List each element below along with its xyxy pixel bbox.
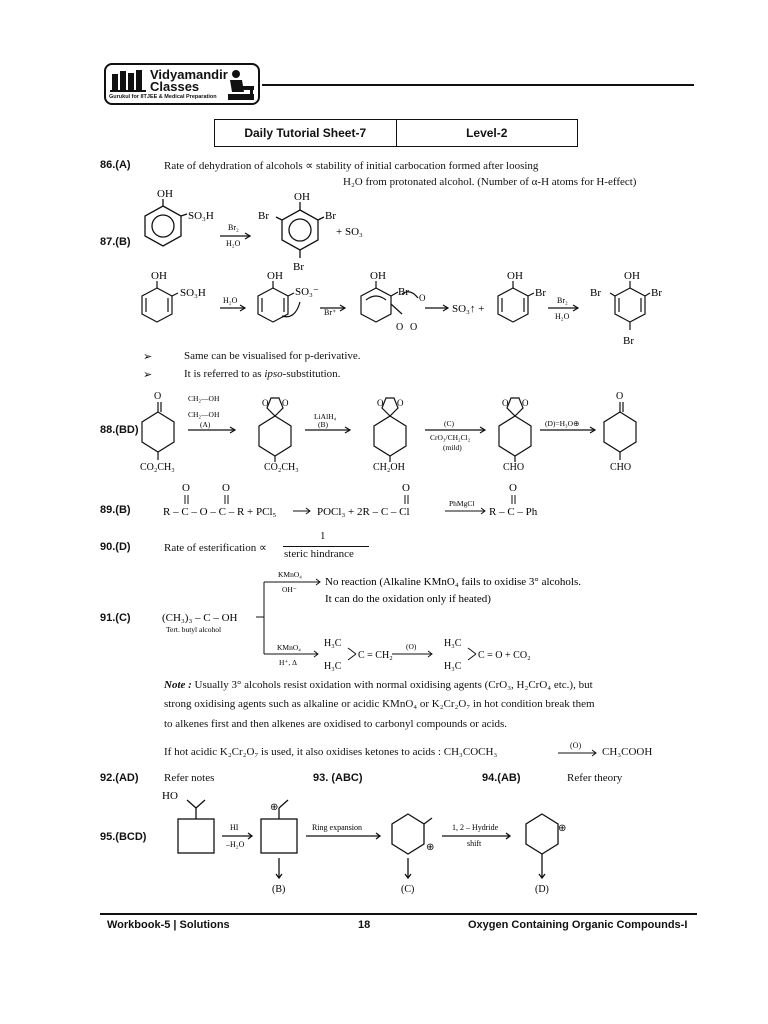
- q89-o-1: O: [182, 482, 190, 494]
- q88-scheme: [140, 386, 685, 474]
- q89-mid: POCl₃ + 2R – C – Cl: [317, 506, 410, 518]
- q95-plus-2: ⊕: [426, 842, 435, 853]
- q91-hot-reagent: (O): [570, 741, 582, 750]
- brand-name-2: Classes: [150, 79, 200, 94]
- q88-o-5: O: [397, 398, 404, 408]
- q88-o-7: O: [522, 398, 529, 408]
- q95-reagent-2: Ring expansion: [312, 823, 362, 832]
- sheet-title: Daily Tutorial Sheet-7: [244, 126, 367, 140]
- q88-reagent-c3: (mild): [443, 443, 462, 452]
- q91-note-line-1: Note : Usually 3° alcohols resist oxidation with normal oxidising agents (CrO₃, H₂CrO₄ etc.), but: [164, 679, 593, 691]
- q90-denominator: steric hindrance: [284, 548, 354, 560]
- q95-reagent-3a: 1, 2 – Hydride: [452, 823, 499, 832]
- q92-text: Refer notes: [164, 772, 215, 784]
- q91-reactant: (CH₃)₃ – C – OH: [162, 612, 238, 624]
- q89-label: 89.(B): [100, 504, 131, 516]
- q87b-oh-5: OH: [624, 270, 640, 282]
- q91-top-result-2: It can do the oxidation only if heated): [325, 593, 491, 605]
- q88-reagent-a2: CH₂—OH: [188, 410, 220, 419]
- q95-c: (C): [401, 884, 415, 895]
- q87-oh: OH: [157, 188, 173, 200]
- q91-ketone: C = O + CO₂: [478, 650, 531, 661]
- student-desk-icon: [226, 68, 256, 102]
- bullet-icon: ➢: [143, 369, 153, 381]
- q95-reagent-1b: –H₂O: [226, 840, 245, 849]
- q87-label: 87.(B): [100, 236, 131, 248]
- q87-plus-so3: + SO₃: [336, 226, 363, 238]
- q89-scheme: [160, 478, 560, 520]
- q88-reagent-c2: CrO₃/CH₂Cl₂: [430, 433, 471, 442]
- footer-right: Oxygen Containing Organic Compounds-I: [468, 919, 688, 931]
- sheet-level: Level-2: [396, 120, 578, 146]
- q94-label: 94.(AB): [482, 772, 521, 784]
- q91-h3c-3: H₃C: [444, 638, 462, 649]
- q94-text: Refer theory: [567, 772, 623, 784]
- q87-bullet-2: It is referred to as ipso-substitution.: [184, 368, 341, 380]
- header-rule: [262, 84, 694, 86]
- q87-scheme-2: [130, 268, 680, 350]
- q88-o-3: O: [282, 398, 289, 408]
- q86-line1: Rate of dehydration of alcohols ∝ stability of initial carbocation formed after loosing: [164, 160, 539, 172]
- q88-o-8: O: [616, 391, 624, 402]
- q95-scheme: [160, 786, 572, 896]
- sheet-title-table: [214, 119, 578, 147]
- q87-br-bottom: Br: [293, 261, 304, 273]
- q87b-oh-2: OH: [267, 270, 283, 282]
- q88-reagent-b1: LiAlH₄: [314, 412, 337, 421]
- q91-bot-reagent-1: KMnO₄: [277, 643, 301, 652]
- q88-label: 88.(BD): [100, 424, 139, 436]
- q87b-o-2: O: [410, 322, 418, 333]
- q91-top-reagent-1: KMnO₄: [278, 570, 302, 579]
- q88-reagent-d: (D)=H₃O⊕: [545, 419, 580, 428]
- q87b-oh-4: OH: [507, 270, 523, 282]
- q88-o-6: O: [502, 398, 509, 408]
- q88-o-2: O: [262, 398, 269, 408]
- q88-sub-5: CHO: [610, 462, 632, 473]
- q91-note-line-3: to alkenes first and then alkenes are oxidised to carbonyl compounds or acids.: [164, 718, 508, 730]
- q95-d: (D): [535, 884, 549, 895]
- footer-rule: [100, 913, 697, 915]
- q90-numerator: 1: [320, 530, 326, 542]
- q88-reagent-a1: CH₂—OH: [188, 394, 220, 403]
- q91-h3c-4: H₃C: [444, 661, 462, 672]
- q86-line2: H₂O from protonated alcohol. (Number of α-H atoms for H-effect): [343, 176, 637, 188]
- q88-reagent-a3: (A): [200, 420, 211, 429]
- q88-reagent-b2: (B): [318, 420, 328, 429]
- q87-br-left: Br: [258, 210, 269, 222]
- q93-label: 93. (ABC): [313, 772, 363, 784]
- q91-top-reagent-2: OH⁻: [282, 585, 297, 594]
- q86-label: 86.(A): [100, 159, 131, 171]
- q91-hot-text: If hot acidic K₂Cr₂O₇ is used, it also oxidises ketones to acids : CH₃COCH₃: [164, 746, 498, 758]
- q95-b: (B): [272, 884, 286, 895]
- brand-tagline: Gurukul for IITJEE & Medical Preparation: [109, 94, 217, 100]
- q89-o-2: O: [222, 482, 230, 494]
- q90-label: 90.(D): [100, 541, 131, 553]
- q87-h2o: H₂O: [226, 239, 241, 248]
- q89-o-3: O: [402, 482, 410, 494]
- q95-ho: HO: [162, 790, 178, 802]
- q95-reagent-1a: HI: [230, 823, 239, 832]
- q87b-br-2: Br: [535, 287, 546, 299]
- q88-sub-1: CO₂CH₃: [140, 462, 175, 473]
- books-icon: [110, 68, 148, 92]
- q95-label: 95.(BCD): [100, 831, 147, 843]
- q95-plus-1: ⊕: [270, 802, 279, 813]
- q87-so3h: SO₃H: [188, 210, 214, 222]
- q87b-br-4: Br: [651, 287, 662, 299]
- q87b-so3minus: SO₃⁻: [295, 286, 319, 298]
- brand-name: Vidyamandir: [150, 67, 228, 82]
- footer-left: Workbook-5 | Solutions: [107, 919, 230, 931]
- q87b-oh-3: OH: [370, 270, 386, 282]
- q87-oh-2: OH: [294, 191, 310, 203]
- q87b-o-minus: O: [419, 293, 426, 303]
- q87-br2: Br₂: [228, 223, 239, 232]
- q87b-br2: Br₂: [557, 296, 568, 305]
- q91-label: 91.(C): [100, 612, 131, 624]
- q88-o-1: O: [154, 391, 162, 402]
- q88-o-4: O: [377, 398, 384, 408]
- q95-plus-3: ⊕: [558, 823, 567, 834]
- q91-h3c-2: H₃C: [324, 661, 342, 672]
- q92-label: 92.(AD): [100, 772, 139, 784]
- q88-reagent-c1: (C): [444, 419, 454, 428]
- q87b-oh-1: OH: [151, 270, 167, 282]
- q90-fraction-bar: [283, 546, 369, 547]
- q91-hot-product: CH₃COOH: [602, 746, 653, 758]
- q91-alkene: C = CH₂: [358, 650, 393, 661]
- q87b-br-3: Br: [590, 287, 601, 299]
- q89-rhs: R – C – Ph: [489, 506, 538, 518]
- q91-bot-reagent-2: H⁺, Δ: [279, 658, 297, 667]
- q91-note-line-2: strong oxidising agents such as alkaline or acidic KMnO₄ or K₂Cr₂O₇ in hot condition break them: [164, 698, 595, 710]
- q88-sub-3: CH₂OH: [373, 462, 405, 473]
- q91-top-result-1: No reaction (Alkaline KMnO₄ fails to oxidise 3° alcohols.: [325, 576, 581, 588]
- q87b-brplus: Br⁺: [324, 308, 337, 317]
- q91-oxid: (O): [406, 642, 417, 651]
- q87-bullet-1: Same can be visualised for p-derivative.: [184, 350, 361, 362]
- q87b-h2o: H₂O: [223, 296, 238, 305]
- q87b-br: Br: [398, 286, 409, 298]
- q95-reagent-3b: shift: [467, 839, 482, 848]
- q87-br-right: Br: [325, 210, 336, 222]
- q87b-so3-up: SO₃↑ +: [452, 303, 485, 315]
- q91-h3c-1: H₃C: [324, 638, 342, 649]
- q91-reactant-name: Tert. butyl alcohol: [166, 625, 222, 634]
- q91-scheme: [160, 568, 700, 672]
- q89-reagent: PhMgCl: [449, 499, 475, 508]
- q87b-o-1: O: [396, 322, 404, 333]
- q88-sub-4: CHO: [503, 462, 525, 473]
- q90-text: Rate of esterification ∝: [164, 542, 267, 554]
- bullet-icon: ➢: [143, 351, 153, 363]
- q87-scheme-1: [130, 188, 380, 276]
- arrow-icon: [556, 748, 600, 758]
- q87b-h2o-2: H₂O: [555, 312, 570, 321]
- q87b-br-5: Br: [623, 335, 634, 347]
- q88-sub-2: CO₂CH₃: [264, 462, 299, 473]
- page-number: 18: [358, 919, 371, 931]
- q89-lhs: R – C – O – C – R + PCl₅: [163, 506, 277, 518]
- q87b-so3h: SO₃H: [180, 287, 206, 299]
- q89-o-4: O: [509, 482, 517, 494]
